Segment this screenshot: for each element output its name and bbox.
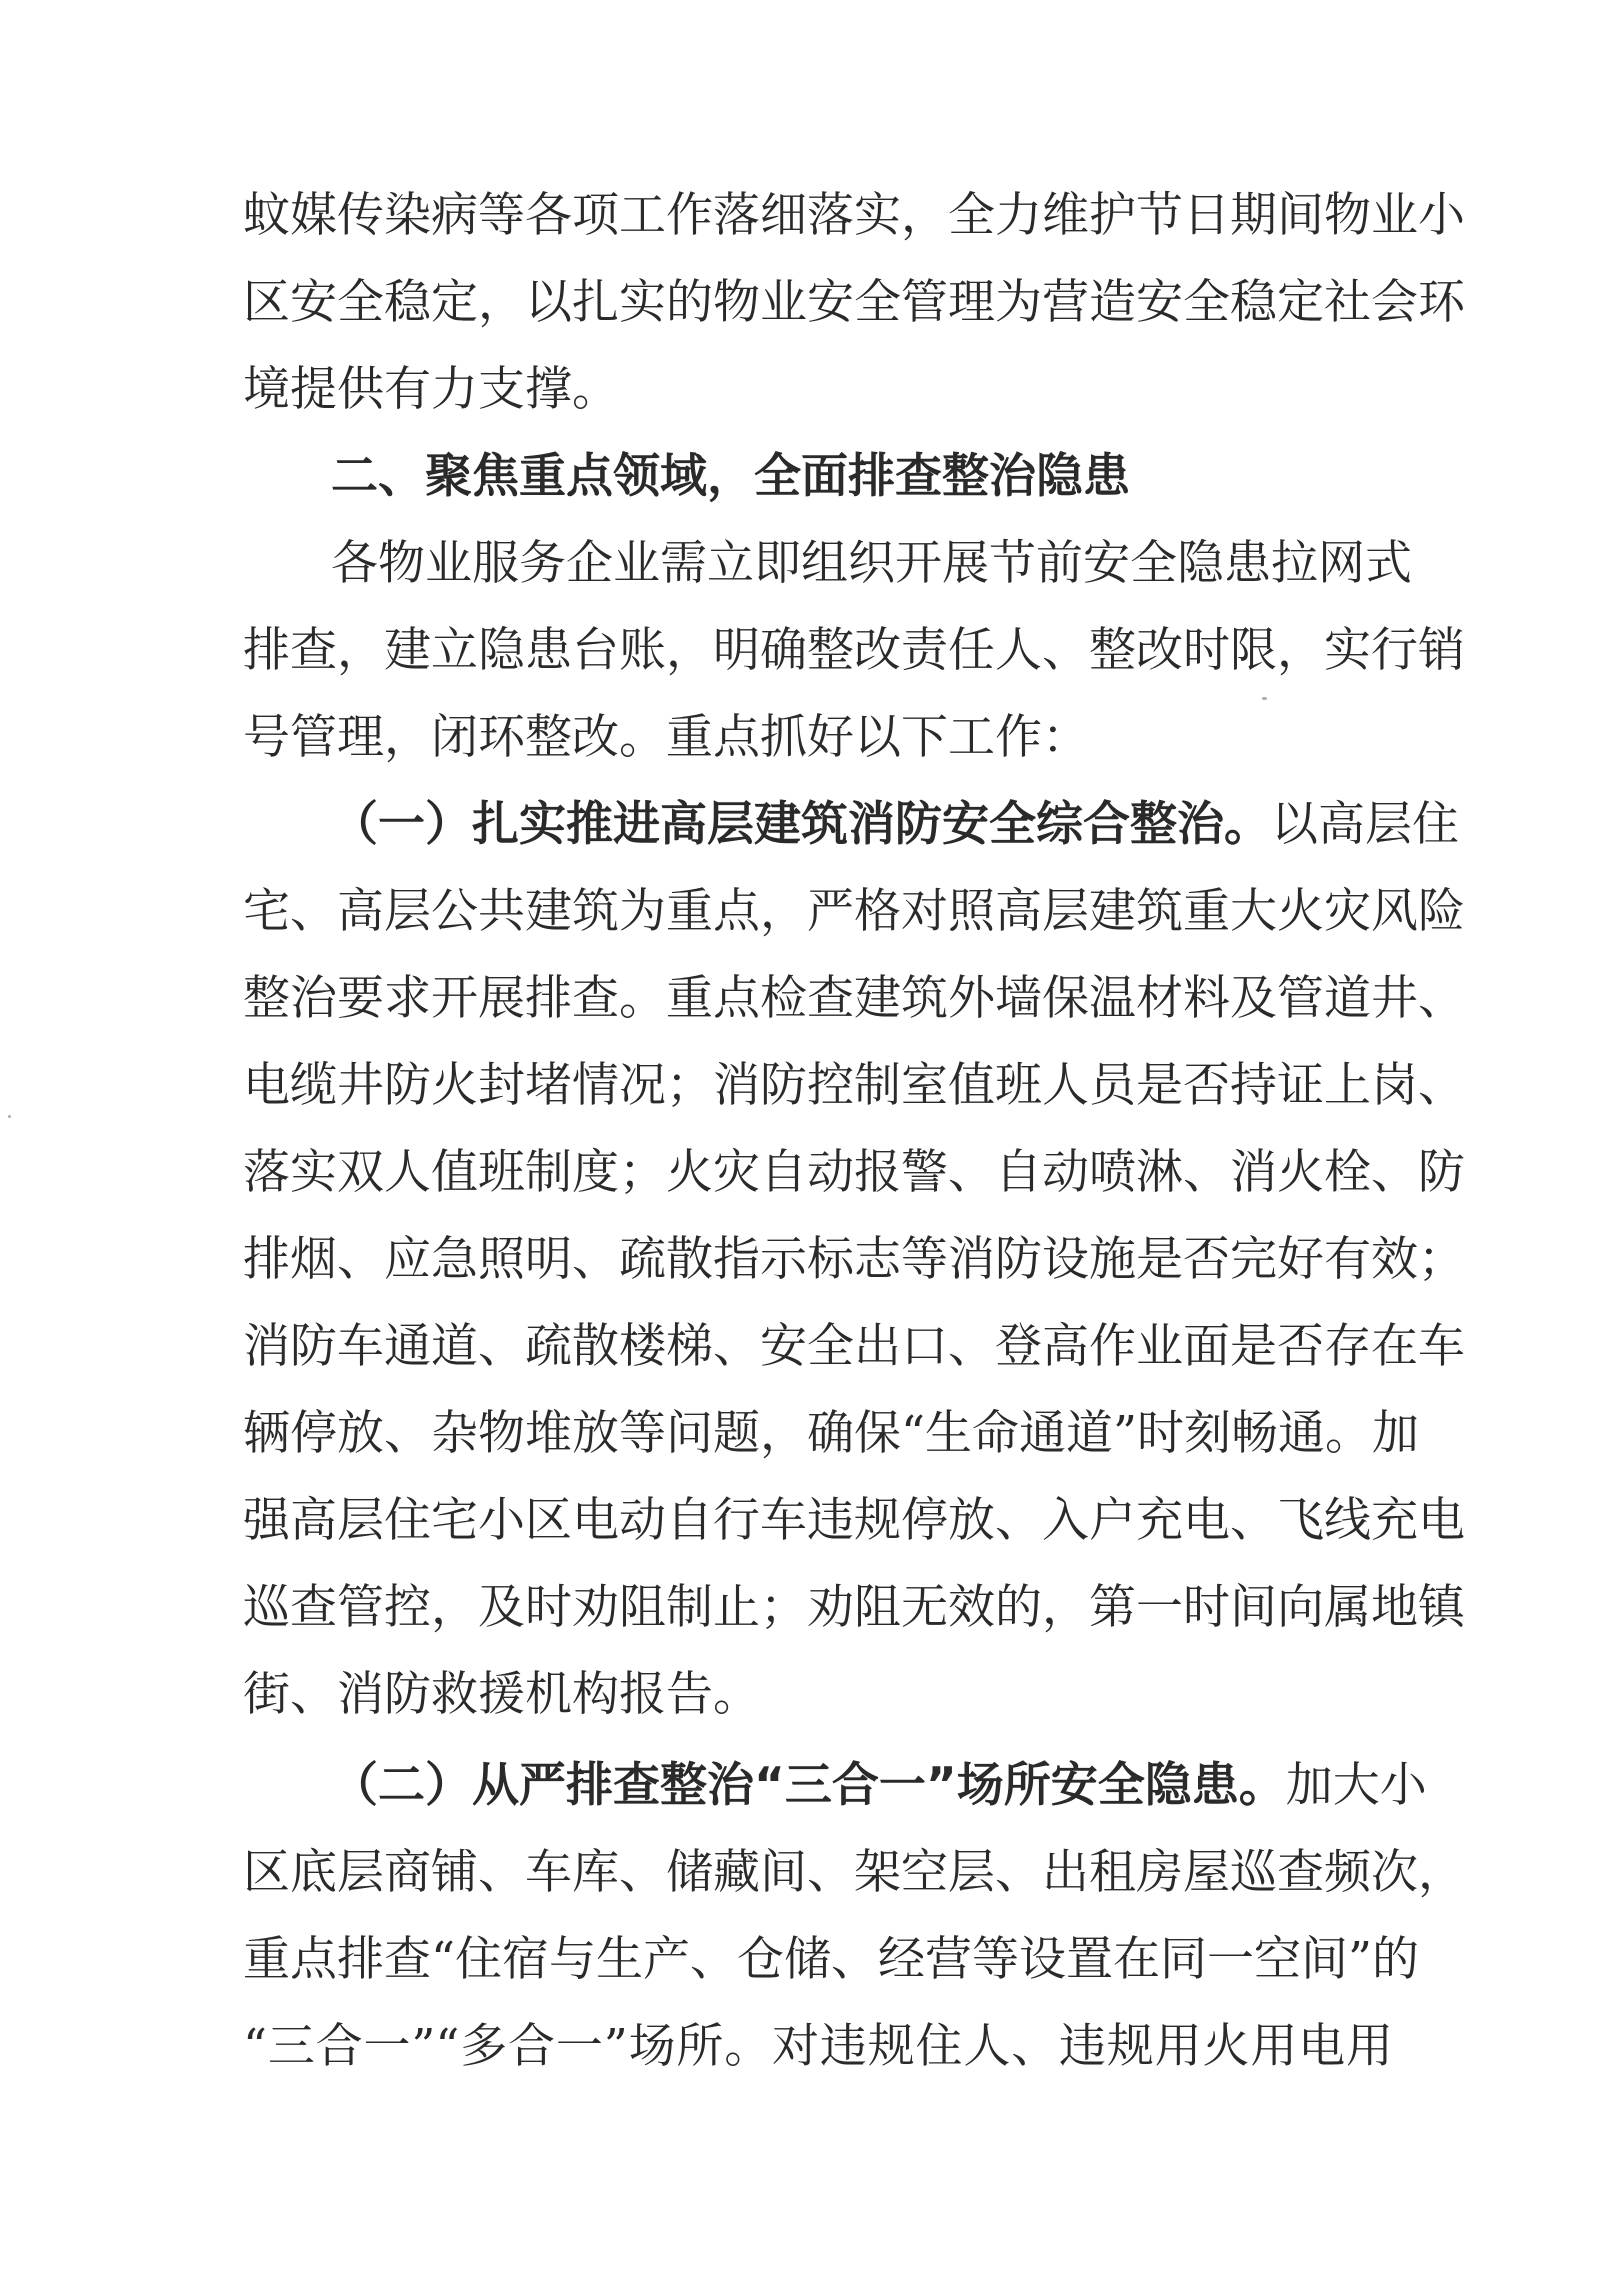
paragraph-line: 各物业服务企业需立即组织开展节前安全隐患拉网式 [331,536,1412,591]
paragraph-line: 排查，建立隐患台账，明确整改责任人、整改时限，实行销 [243,623,1465,678]
paragraph-line: 蚊媒传染病等各项工作落细落实，全力维护节日期间物业小 [243,188,1465,243]
paragraph-line: 号管理，闭环整改。重点抓好以下工作： [243,710,1089,765]
paragraph-line: 电缆井防火封堵情况；消防控制室值班人员是否持证上岗、 [243,1058,1465,1113]
paragraph-text: 加大小 [1285,1758,1427,1813]
paragraph-line: 街、消防救援机构报告。 [243,1667,760,1722]
paragraph-line: 重点排查“住宿与生产、仓储、经营等设置在同一空间”的 [243,1932,1420,1987]
paragraph-line: 排烟、应急照明、疏散指示标志等消防设施是否完好有效； [243,1232,1465,1287]
paragraph-text: 以高层住 [1271,797,1459,852]
paragraph-line: “三合一”“多合一”场所。对违规住人、违规用火用电用 [243,2019,1393,2074]
paragraph-line: 消防车通道、疏散楼梯、安全出口、登高作业面是否存在车 [243,1319,1465,1374]
paragraph-line: 辆停放、杂物堆放等问题，确保“生命通道”时刻畅通。加 [243,1406,1420,1461]
section-heading: 二、聚焦重点领域，全面排查整治隐患 [331,449,1130,504]
paragraph-line: 巡查管控，及时劝阻制止；劝阻无效的，第一时间向属地镇 [243,1580,1465,1635]
scan-speck [8,1115,11,1118]
paragraph-line: 落实双人值班制度；火灾自动报警、自动喷淋、消火栓、防 [243,1145,1465,1200]
document-body [243,172,1465,2090]
scan-speck [1262,697,1267,700]
paragraph-line: 强高层住宅小区电动自行车违规停放、入户充电、飞线充电 [243,1493,1465,1548]
paragraph-line: 境提供有力支撑。 [243,362,619,417]
paragraph-line: 宅、高层公共建筑为重点，严格对照高层建筑重大火灾风险 [243,884,1465,939]
subsection-line [243,781,1459,868]
subsection-heading: （一）扎实推进高层建筑消防安全综合整治。 [331,797,1271,852]
paragraph-line: 区底层商铺、车库、储藏间、架空层、出租房屋巡查频次， [243,1845,1465,1900]
paragraph-line: 区安全稳定，以扎实的物业安全管理为营造安全稳定社会环 [243,275,1465,330]
subsection-line [243,1742,1427,1829]
subsection-heading: （二）从严排查整治“三合一”场所安全隐患。 [331,1758,1286,1813]
paragraph-line: 整治要求开展排查。重点检查建筑外墙保温材料及管道井、 [243,971,1465,1026]
